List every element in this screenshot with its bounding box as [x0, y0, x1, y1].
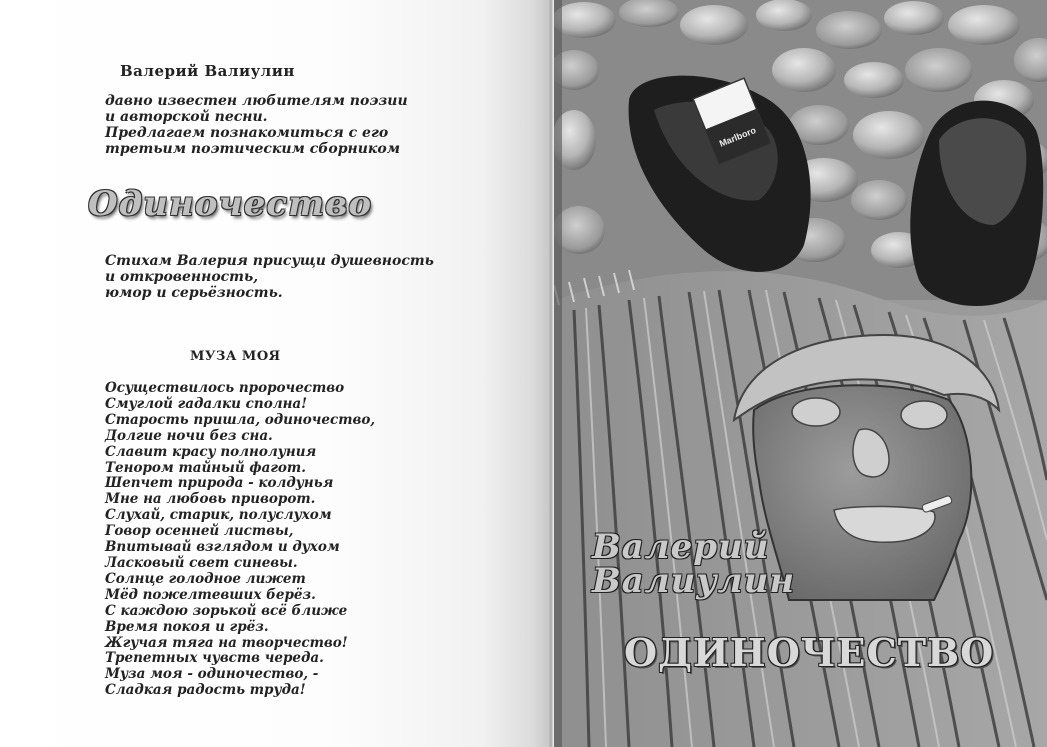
intro-line: третьим поэтическим сборником — [105, 141, 401, 157]
cover-title: ОДИНОЧЕСТВО — [624, 630, 995, 675]
cover-page — [554, 0, 1047, 747]
poem-line: Старость пришла, одиночество, — [105, 411, 376, 428]
description-line: и откровенность, — [105, 269, 259, 285]
poem-line: Мёд пожелтевших берёз. — [105, 586, 316, 603]
poem-line: Ласковый свет синевы. — [105, 554, 298, 571]
poem-line: Шепчет природа - колдунья — [105, 475, 334, 492]
poem-line: Время покоя и грёз. — [105, 618, 269, 635]
intro-line: Предлагаем познакомиться с его — [105, 125, 389, 141]
cover-author-first-name: Валерий — [592, 527, 770, 567]
description-text — [105, 253, 434, 301]
intro-line: давно известен любителям поэзии — [105, 93, 408, 109]
intro-line: и авторской песни. — [105, 109, 268, 125]
poem-line: Сладкая радость труда! — [105, 682, 306, 699]
poem-line: Впитывай взглядом и духом — [105, 539, 340, 556]
poem-title: МУЗА МОЯ — [190, 349, 281, 364]
author-name: Валерий Валиулин — [120, 62, 295, 80]
poem-body — [105, 381, 375, 699]
poem-line: Тенором тайный фагот. — [105, 459, 306, 476]
poem-line: Слухай, старик, полуслухом — [105, 507, 332, 524]
poem-line: Славит красу полнолуния — [105, 443, 317, 460]
poem-line: Муза моя - одиночество, - — [105, 666, 319, 683]
poem-line: Смуглой гадалки сполна! — [105, 395, 308, 412]
poem-line: Солнце голодное лижет — [105, 570, 306, 587]
cover-author — [592, 527, 796, 601]
poem-line: Долгие ночи без сна. — [105, 427, 273, 444]
poem-line: Мне на любовь приворот. — [105, 491, 316, 508]
book-title: Одиночество — [88, 184, 373, 224]
description-line: юмор и серьёзность. — [105, 285, 283, 301]
poem-line: Осуществилось пророчество — [105, 380, 345, 396]
poem-line: Говор осенней листвы, — [105, 523, 294, 540]
poem-line: Жгучая тяга на творчество! — [105, 634, 348, 651]
description-line: Стихам Валерия присущи душевность — [105, 253, 434, 269]
poem-line: С каждою зорькой всё ближе — [105, 602, 348, 619]
intro-text — [105, 93, 408, 157]
cigarette-pack-label: Marlboro — [717, 125, 758, 149]
poem-line: Трепетных чувств череда. — [105, 650, 324, 667]
cover-author-last-name: Валиулин — [592, 561, 796, 601]
